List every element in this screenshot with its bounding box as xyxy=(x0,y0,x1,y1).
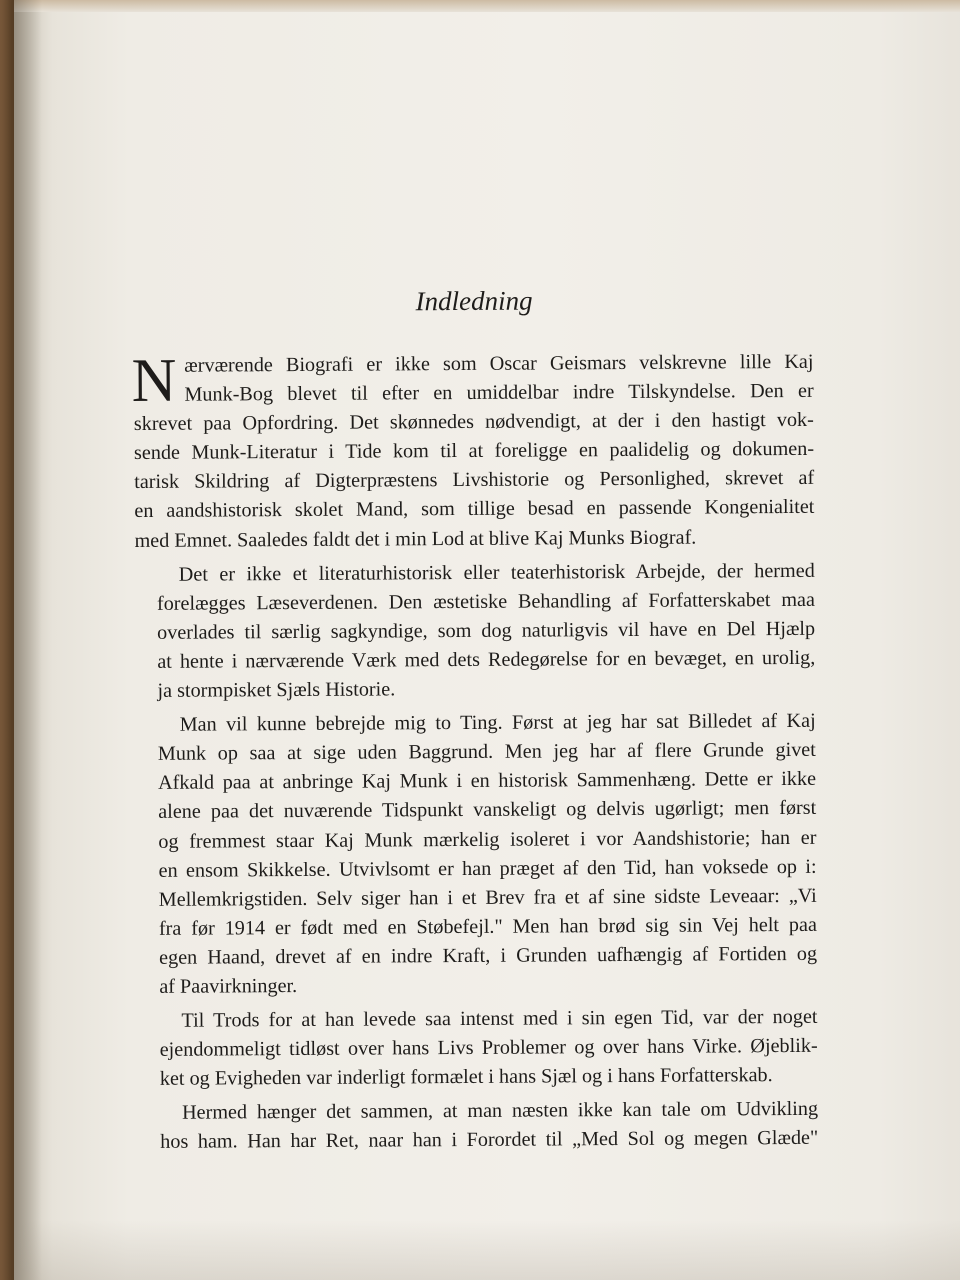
chapter-text xyxy=(133,282,818,1158)
page-top-edge xyxy=(14,0,960,12)
text-line: at hente i nærværende Værk med dets Redegørelse for en bevæget, en urolig, xyxy=(157,646,816,673)
text-line: egen Haand, drevet af en indre Kraft, i Grunden uafhængig af Fortiden og xyxy=(159,942,818,969)
paragraph-1 xyxy=(133,348,814,556)
paragraph-4 xyxy=(137,1003,818,1094)
text-line: overlades til særlig sagkyndige, som dog naturligvis vil have en Del Hjælp xyxy=(157,617,816,644)
text-line: en ensom Skikkelse. Utvivlsomt er han præget af den Tid, han voksede op i: xyxy=(158,855,817,882)
page-bottom-shadow xyxy=(14,1220,960,1280)
text-line: af Paavirkninger. xyxy=(159,974,298,998)
paragraph-2 xyxy=(135,556,816,706)
text-line: sende Munk-Literatur i Tide kom til at foreligge en paalidelig og dokumen- xyxy=(133,438,815,465)
text-line: Munk op saa at sige uden Baggrund. Men jeg har af flere Grunde givet xyxy=(157,739,816,766)
text-line: tarisk Skildring af Digterpræstens Livshistorie og Personlighed, skrevet af xyxy=(134,467,815,494)
text-line: ejendommeligt tidløst over hans Livs Problemer og over hans Virke. Øjeblik- xyxy=(159,1034,818,1062)
chapter-heading: Indledning xyxy=(415,285,533,317)
text-line: en aandshistorisk skolet Mand, som tillige besad en passende Kongenialitet xyxy=(134,496,815,523)
text-line: Mellemkrigstiden. Selv siger han i et Brev fra et af sine sidste Leveaar: „Vi xyxy=(158,884,817,911)
text-line: Man vil kunne bebrejde mig to Ting. Først at jeg har sat Billedet af Kaj xyxy=(179,709,816,736)
text-line: Munk-Bog blevet til efter en umiddelbar indre Tilskyndelse. Den er xyxy=(184,379,814,406)
text-line: skrevet paa Opfordring. Det skønnedes nødvendigt, at der i den hastigt vok- xyxy=(133,409,814,436)
text-line: forelægges Læseverdenen. Den æstetiske Behandling af Forfatterskabet maa xyxy=(156,588,815,615)
text-line: med Emnet. Saaledes faldt det i min Lod at blive Kaj Munks Biograf. xyxy=(134,526,697,552)
text-line: hos ham. Han har Ret, naar han i Forordet til „Med Sol og megen Glæde" xyxy=(160,1127,819,1154)
paragraph-5 xyxy=(138,1095,818,1157)
drop-cap: N xyxy=(131,346,177,416)
text-line: og fremmest staar Kaj Munk mærkelig isoleret i vor Aandshistorie; han er xyxy=(158,826,817,853)
text-line: ja stormpisket Sjæls Historie. xyxy=(157,678,396,702)
text-line: Hermed hænger det sammen, at man næsten ikke kan tale om Udvikling xyxy=(181,1098,819,1125)
text-line: ærværende Biografi er ikke som Oscar Geismars velskrevne lille Kaj xyxy=(184,350,814,377)
text-line: alene paa det nuværende Tidspunkt vanskeligt og delvis ugørligt; men først xyxy=(158,797,817,824)
text-line: Det er ikke et literaturhistorisk eller teaterhistorisk Arbejde, der hermed xyxy=(178,559,815,586)
text-line: Til Trods for at han levede saa intenst med i sin egen Tid, var der noget xyxy=(181,1005,818,1032)
paragraph-3 xyxy=(136,707,818,1002)
page-gutter-shadow xyxy=(14,0,42,1280)
text-line: fra før 1914 er født med en Støbefejl." Men han brød sig sin Vej helt paa xyxy=(158,913,817,940)
text-line: ket og Evigheden var inderligt formælet i hans Sjæl og i hans Forfatterskab. xyxy=(159,1064,773,1091)
text-line: Afkald paa at anbringe Kaj Munk i en historisk Sammenhæng. Dette er ikke xyxy=(157,768,817,795)
